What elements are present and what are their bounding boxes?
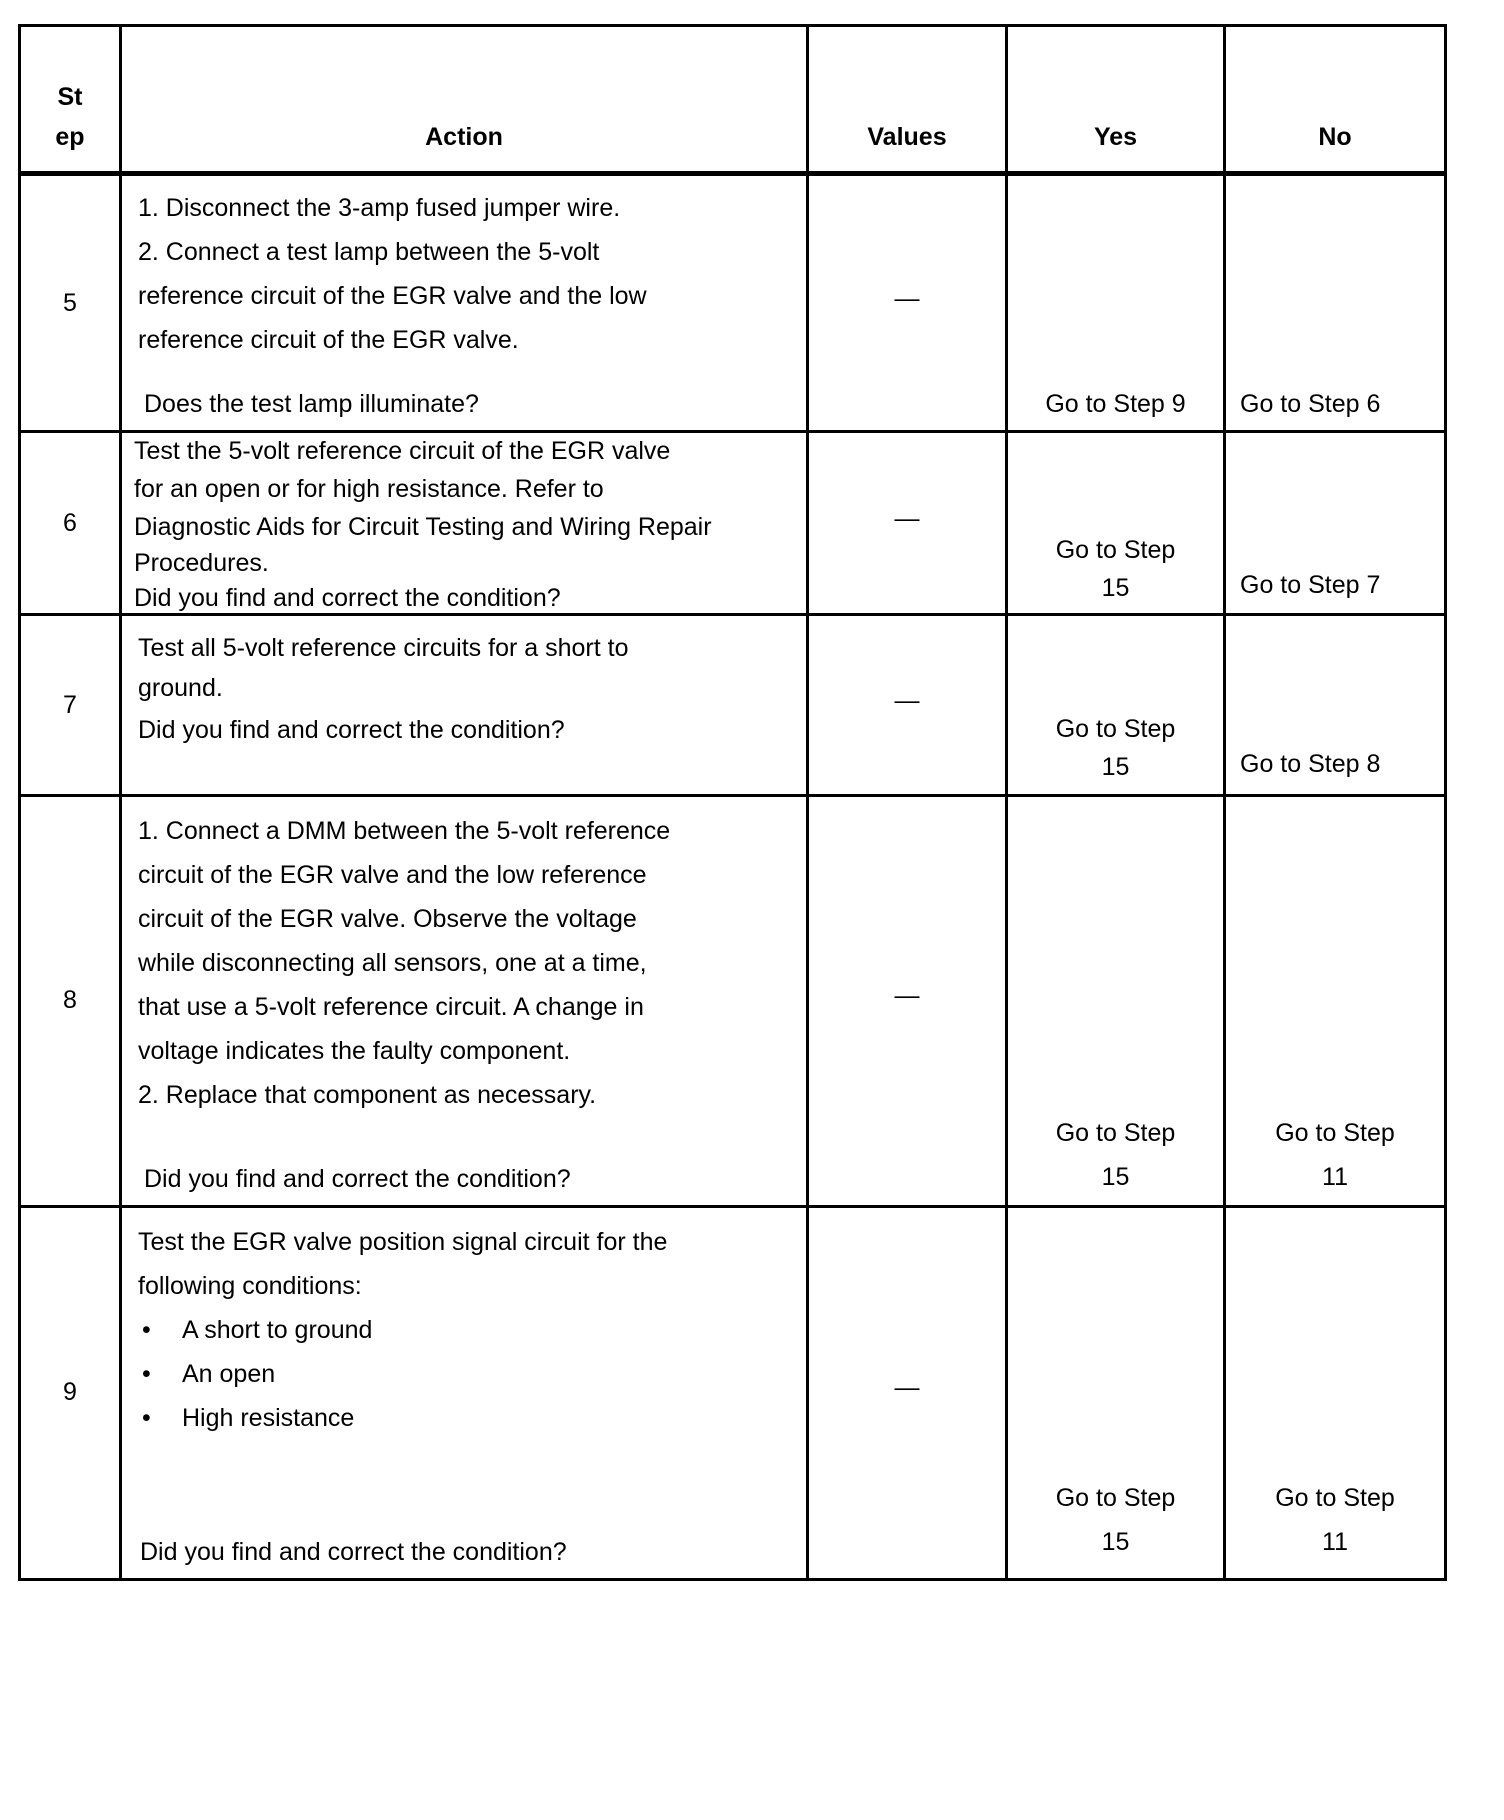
no-result: Go to Step 6: [1240, 390, 1381, 418]
header-values: Values: [808, 26, 1007, 174]
no-cell: [1225, 432, 1446, 615]
header-step: [20, 26, 121, 174]
table-row-step-7: [20, 615, 1446, 796]
table-row-step-6: [20, 432, 1446, 615]
action-line: Test the EGR valve position signal circuit for the: [138, 1228, 668, 1256]
action-cell: [121, 796, 808, 1207]
values-cell: [808, 796, 1007, 1207]
action-line: circuit of the EGR valve and the low reference: [138, 861, 647, 889]
bullet-icon: •: [142, 1316, 151, 1344]
bullet-item: [138, 1352, 794, 1396]
yes-cell: [1007, 1207, 1225, 1580]
action-line: while disconnecting all sensors, one at a time,: [138, 949, 647, 977]
no-result-line2: 11: [1322, 1163, 1348, 1191]
action-line: reference circuit of the EGR valve and the low: [138, 282, 647, 310]
bullet-icon: •: [142, 1360, 151, 1388]
table-row-step-8: [20, 796, 1446, 1207]
header-yes: Yes: [1007, 26, 1225, 174]
bullet-text: A short to ground: [182, 1316, 373, 1344]
action-line: circuit of the EGR valve. Observe the voltage: [138, 905, 637, 933]
yes-cell: [1007, 796, 1225, 1207]
table-row-step-5: [20, 174, 1446, 432]
no-result-line1: Go to Step: [1275, 1119, 1395, 1147]
no-cell: [1225, 174, 1446, 432]
values-cell: [808, 1207, 1007, 1580]
header-step-line1: St: [57, 83, 83, 111]
values-cell: [808, 174, 1007, 432]
yes-result-line2: 15: [1101, 574, 1130, 602]
action-line: following conditions:: [138, 1272, 362, 1300]
action-line: Procedures.: [134, 549, 269, 577]
action-line: 2. Replace that component as necessary.: [138, 1081, 597, 1109]
yes-cell: [1007, 174, 1225, 432]
step-number: 7: [63, 691, 77, 719]
no-result-line1: Go to Step: [1275, 1484, 1395, 1512]
action-line: reference circuit of the EGR valve.: [138, 326, 519, 354]
value-dash: —: [894, 504, 920, 533]
action-line: Diagnostic Aids for Circuit Testing and Wiring Repair: [134, 513, 712, 541]
yes-result-line2: 15: [1101, 1528, 1130, 1556]
action-cell: [121, 615, 808, 796]
action-line: ground.: [138, 674, 223, 702]
action-line: 1. Connect a DMM between the 5-volt reference: [138, 817, 671, 845]
diagnostic-table: [18, 24, 1447, 1581]
action-cell: [121, 1207, 808, 1580]
values-cell: [808, 432, 1007, 615]
step-cell: [20, 174, 121, 432]
bullet-item: [138, 1396, 794, 1440]
bullet-item: [138, 1308, 794, 1352]
action-question: Did you find and correct the condition?: [138, 716, 565, 744]
action-question: Does the test lamp illuminate?: [144, 390, 479, 418]
value-dash: —: [894, 284, 920, 313]
no-cell: [1225, 1207, 1446, 1580]
bullet-text: High resistance: [182, 1404, 355, 1432]
action-line: Test the 5-volt reference circuit of the EGR valve: [134, 437, 671, 465]
value-dash: —: [894, 1373, 920, 1402]
action-cell: [121, 174, 808, 432]
value-dash: —: [894, 686, 920, 715]
action-line: Test all 5-volt reference circuits for a short to: [138, 634, 629, 662]
value-dash: —: [894, 981, 920, 1010]
yes-result-line1: Go to Step: [1055, 1119, 1176, 1147]
table-row-step-9: [20, 1207, 1446, 1580]
header-action: Action: [121, 26, 808, 174]
action-line: that use a 5-volt reference circuit. A change in: [138, 993, 644, 1021]
action-question: Did you find and correct the condition?: [144, 1165, 571, 1193]
header-no: No: [1225, 26, 1446, 174]
step-number: 9: [63, 1378, 77, 1406]
yes-result-line2: 15: [1101, 1163, 1130, 1191]
action-line: voltage indicates the faulty component.: [138, 1037, 571, 1065]
header-step-line2: ep: [55, 123, 85, 151]
yes-result-line2: 15: [1101, 753, 1130, 781]
bullet-text: An open: [182, 1360, 276, 1388]
step-number: 6: [63, 509, 77, 537]
step-cell: [20, 796, 121, 1207]
no-cell: [1225, 615, 1446, 796]
yes-result-line1: Go to Step: [1055, 1484, 1176, 1512]
no-result-line2: 11: [1322, 1528, 1348, 1556]
action-cell: [121, 432, 808, 615]
yes-result: Go to Step 9: [1045, 390, 1186, 418]
header-row: [20, 26, 1446, 174]
values-cell: [808, 615, 1007, 796]
action-question: Did you find and correct the condition?: [134, 584, 561, 612]
no-result: Go to Step 7: [1240, 571, 1381, 599]
action-question: Did you find and correct the condition?: [140, 1538, 567, 1566]
step-cell: [20, 432, 121, 615]
yes-cell: [1007, 615, 1225, 796]
bullet-icon: •: [142, 1404, 151, 1432]
yes-cell: [1007, 432, 1225, 615]
no-result: Go to Step 8: [1240, 750, 1381, 778]
action-line: 2. Connect a test lamp between the 5-volt: [138, 238, 600, 266]
step-number: 5: [63, 289, 77, 317]
yes-result-line1: Go to Step: [1055, 715, 1176, 743]
action-line: 1. Disconnect the 3-amp fused jumper wire.: [138, 194, 621, 222]
no-cell: [1225, 796, 1446, 1207]
step-cell: [20, 1207, 121, 1580]
action-line: for an open or for high resistance. Refer to: [134, 475, 604, 503]
yes-result-line1: Go to Step: [1055, 536, 1176, 564]
step-cell: [20, 615, 121, 796]
step-number: 8: [63, 986, 77, 1014]
